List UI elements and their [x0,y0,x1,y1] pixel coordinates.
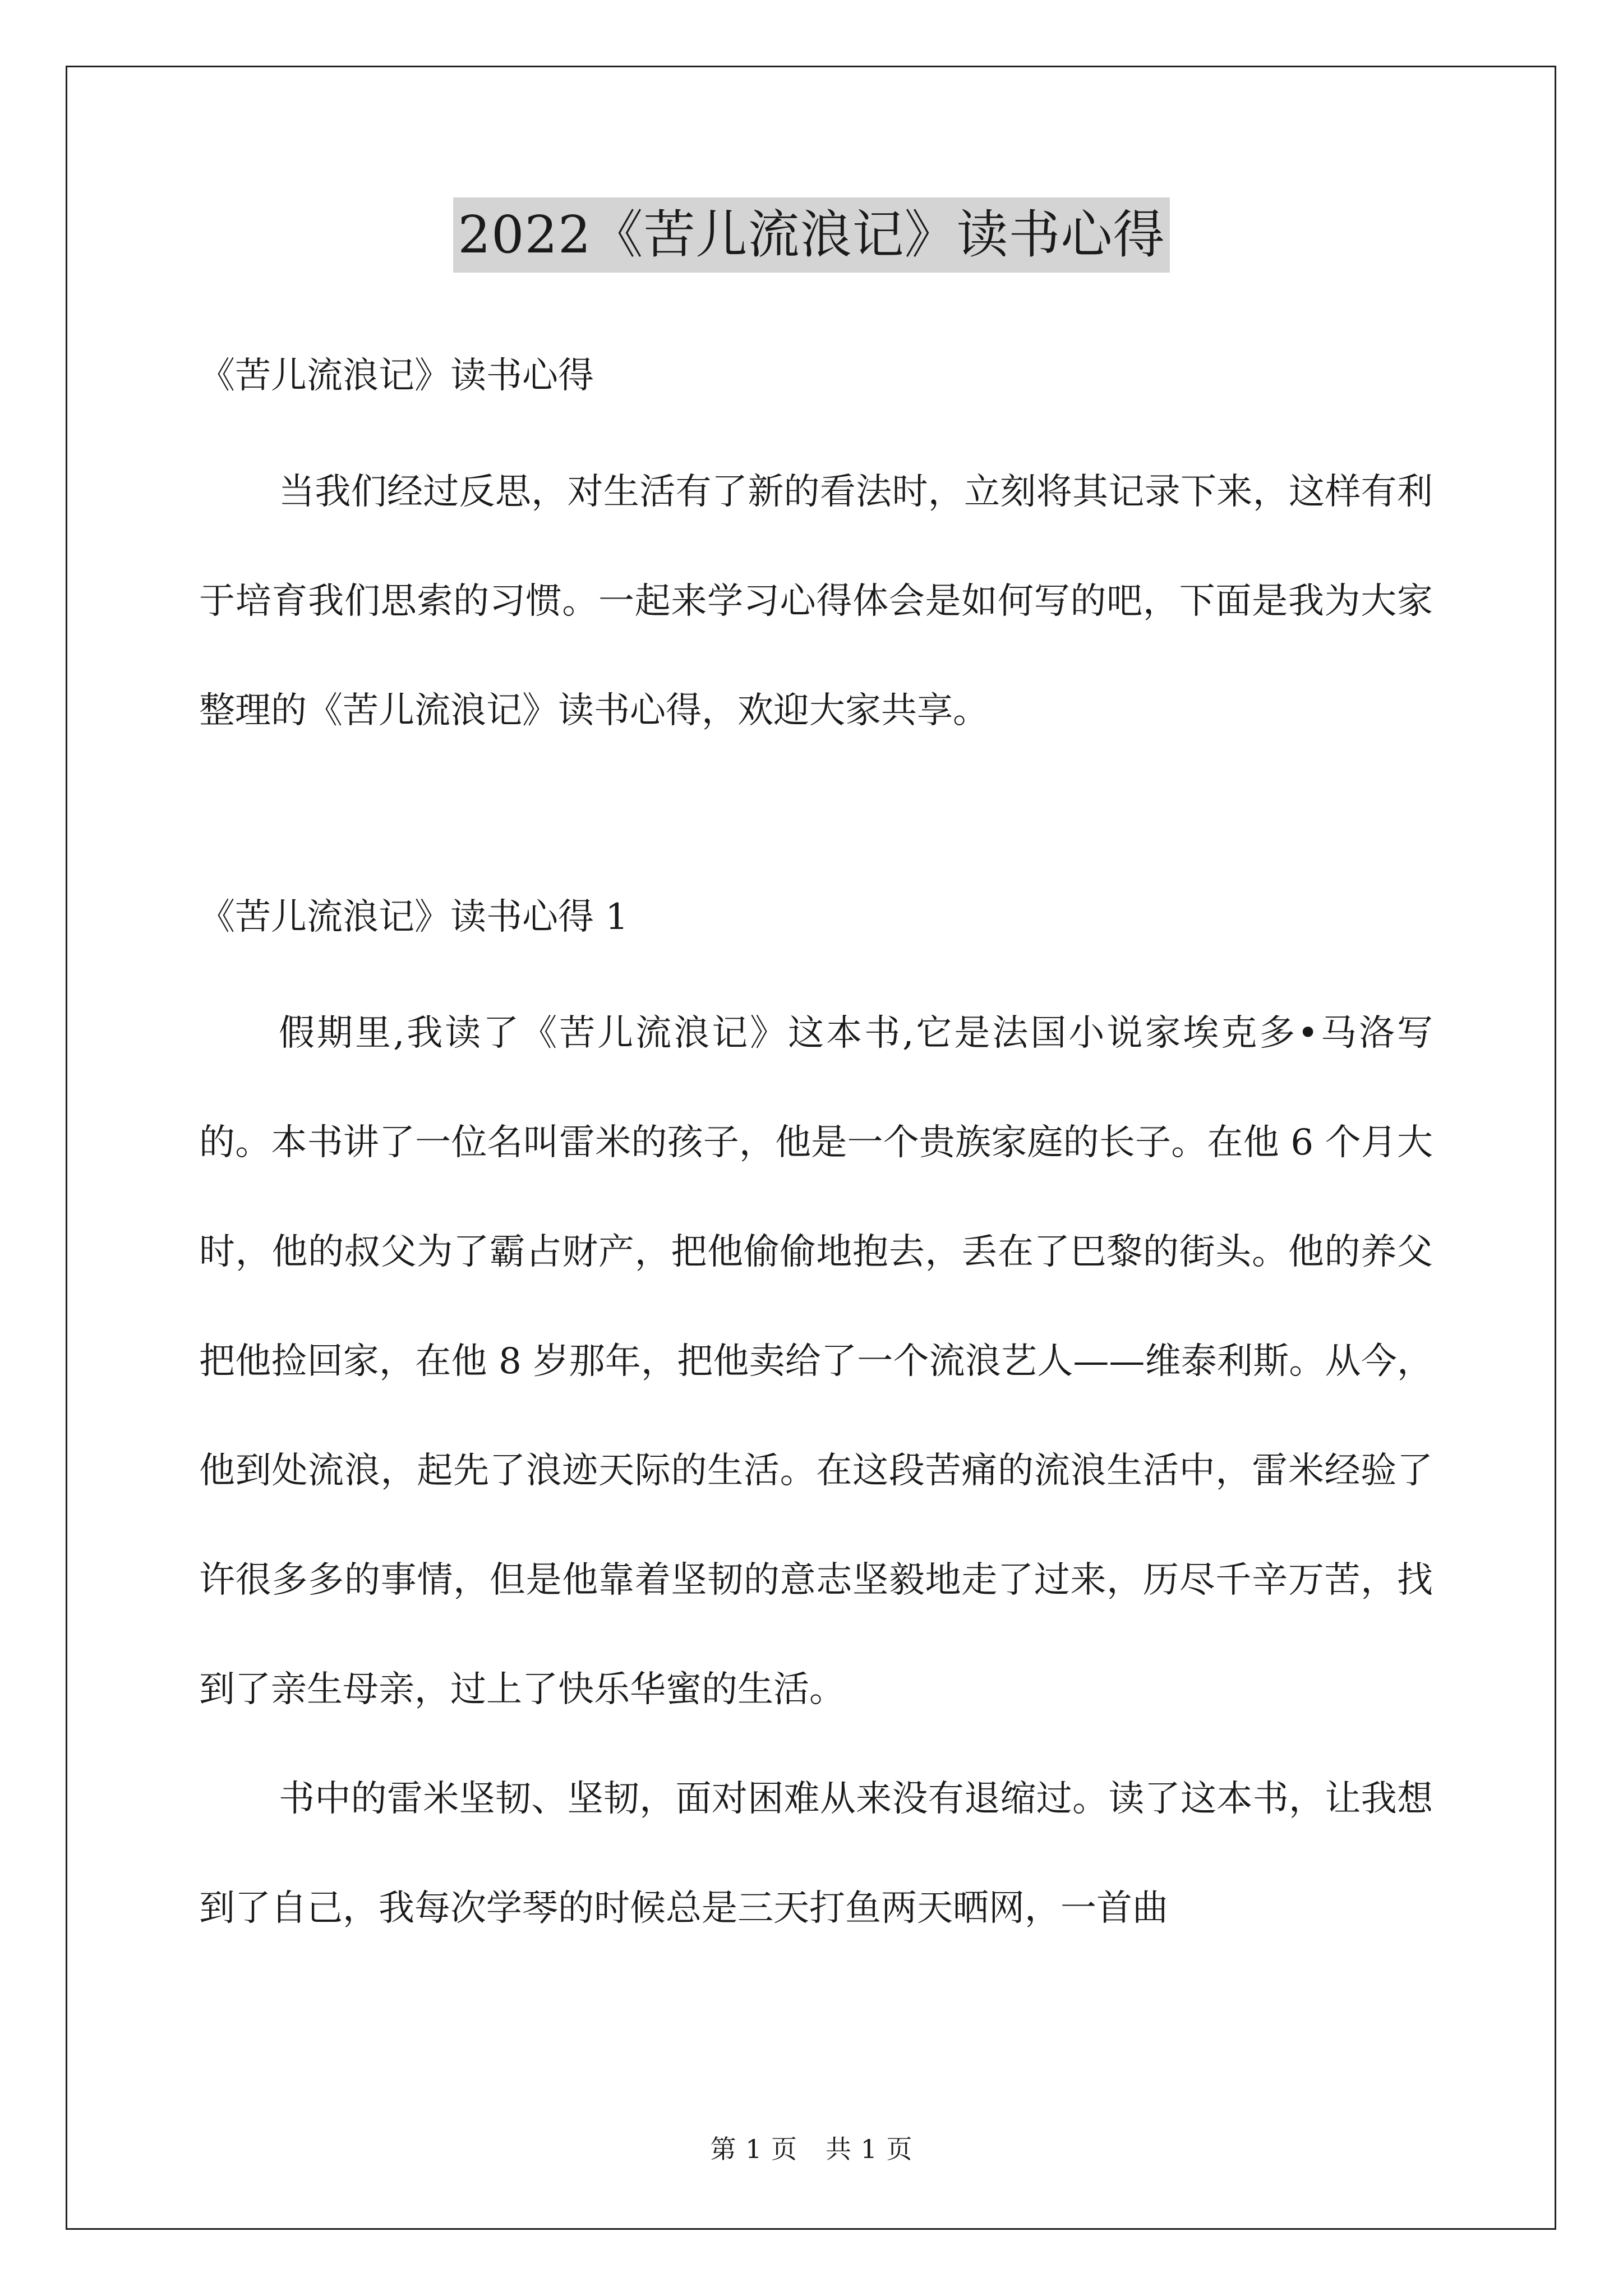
document-body [199,314,1433,1963]
body-paragraph: 假期里,我读了《苦儿流浪记》这本书,它是法国小说家埃克多•马洛写的。本书讲了一位名叫雷米的孩子，他是一个贵族家庭的长子。在他 6 个月大时，他的叔父为了霸占财产，把他偷偷地抱去，丢在了巴黎的街头。他的养父把他捡回家，在他 8 岁那年，把他卖给了一个流浪艺人——维泰利斯。从今，他到处流浪，起先了浪迹天际的生活。在这段苦痛的流浪生活中，雷米经验了许很多多的事情，但是他靠着坚韧的意志坚毅地走了过来，历尽千辛万苦，找到了亲生母亲，过上了快乐华蜜的生活。 [199,1013,1433,1710]
title-container [0,197,1623,273]
page-total: 共 1 页 [826,2134,913,2164]
intro-paragraph: 当我们经过反思，对生活有了新的看法时，立刻将其记录下来，这样有利于培育我们思索的习惯。一起来学习心得体会是如何写的吧，下面是我为大家整理的《苦儿流浪记》读书心得，欢迎大家共享。 [199,471,1433,731]
section-spacer [199,766,1433,855]
page-footer [0,2129,1623,2166]
page-number: 第 1 页 [710,2134,797,2164]
document-subtitle: 《苦儿流浪记》读书心得 [199,355,594,397]
body-paragraph: 书中的雷米坚韧、坚韧，面对困难从来没有退缩过。读了这本书，让我想到了自己，我每次学琴的时候总是三天打鱼两天晒网，一首曲 [199,1778,1433,1929]
section-heading: 《苦儿流浪记》读书心得 1 [199,896,629,938]
document-title: 2022《苦儿流浪记》读书心得 [453,197,1169,273]
